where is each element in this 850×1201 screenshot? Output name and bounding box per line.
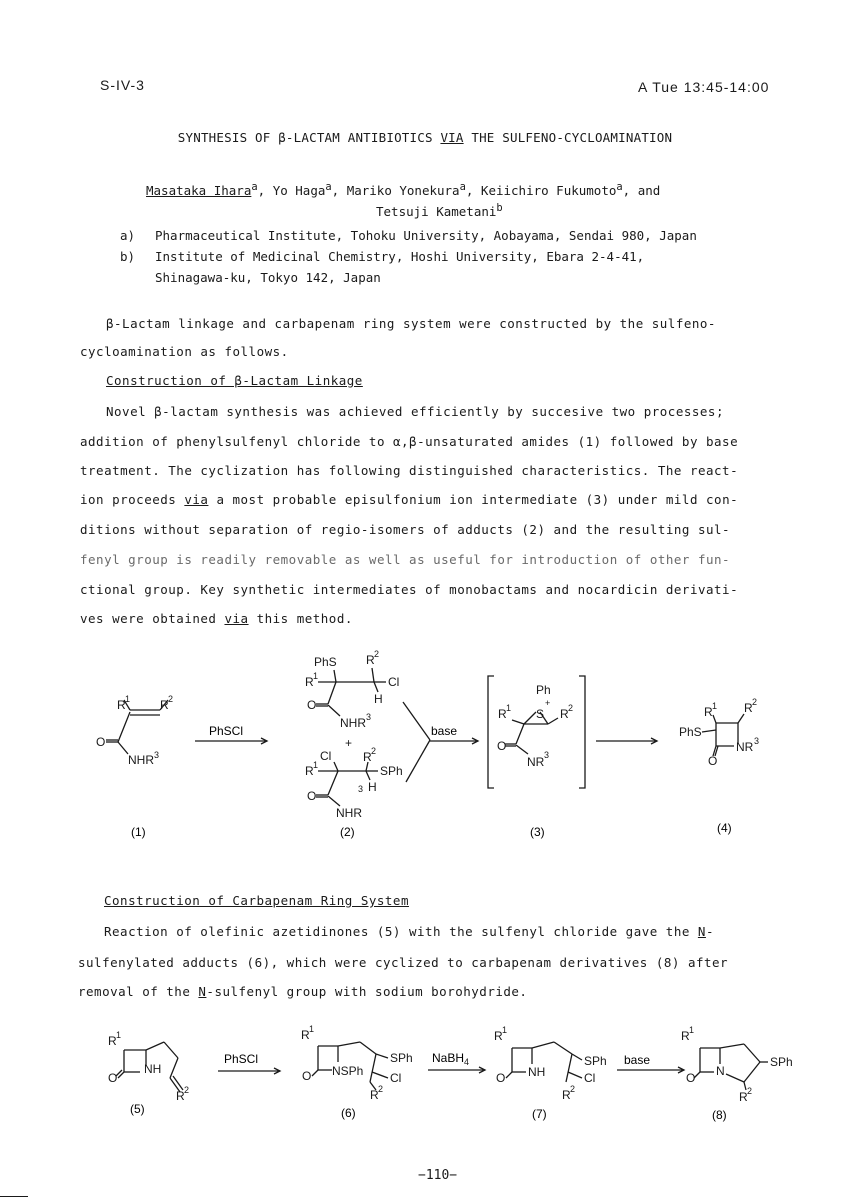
svg-text:1: 1 [313, 671, 319, 681]
svg-text:R: R [305, 675, 314, 689]
reagent-nabh4: NaBH$_4$ [432, 1051, 470, 1067]
svg-text:+: + [345, 736, 353, 750]
svg-text:2: 2 [747, 1086, 753, 1096]
svg-text:NHR: NHR [128, 753, 154, 767]
compound-4-structure [679, 697, 759, 768]
svg-text:1: 1 [502, 1025, 508, 1035]
svg-text:NSPh: NSPh [332, 1064, 364, 1078]
compound-label-5: (5) [130, 1102, 145, 1116]
svg-text:SPh: SPh [770, 1055, 793, 1069]
svg-text:R: R [494, 1029, 503, 1043]
paragraph-line: ctional group. Key synthetic intermediates of monobactams and nocardicin derivati- [80, 582, 739, 597]
svg-text:SPh: SPh [390, 1051, 413, 1065]
compound-7-structure [494, 1025, 607, 1102]
svg-text:R: R [176, 1089, 185, 1103]
intro-line-1: β-Lactam linkage and carbapenam ring system were constructed by the sulfeno- [106, 316, 716, 331]
paragraph-line: ves were obtained via this method. [80, 611, 353, 626]
paper-title: SYNTHESIS OF β-LACTAM ANTIBIOTICS VIA THE SULFENO-CYCLOAMINATION [177, 130, 673, 145]
svg-text:3: 3 [154, 750, 160, 760]
svg-text:O: O [96, 735, 106, 749]
svg-text:R: R [160, 698, 169, 712]
svg-text:O: O [708, 754, 718, 768]
svg-text:2: 2 [568, 703, 574, 713]
affiliation-b-mark: b) [120, 249, 136, 264]
svg-text:R: R [366, 653, 375, 667]
author-line-2: Tetsuji Kametani$^b$ [376, 202, 503, 220]
svg-text:1: 1 [712, 701, 718, 711]
svg-text:2: 2 [378, 1084, 384, 1094]
paragraph-line: Novel β-lactam synthesis was achieved efficiently by succesive two processes; [106, 404, 724, 419]
compound-label-3: (3) [530, 825, 545, 839]
svg-text:R: R [305, 764, 314, 778]
svg-text:O: O [307, 698, 317, 712]
svg-text:H: H [374, 692, 383, 706]
affiliation-b-1: Institute of Medicinal Chemistry, Hoshi University, Ebara 2-4-41, [155, 249, 645, 264]
paragraph-line: fenyl group is readily removable as well as useful for introduction of other fun- [80, 552, 731, 567]
svg-text:Cl: Cl [388, 675, 400, 689]
svg-text:SPh: SPh [380, 764, 403, 778]
paragraph-line: treatment. The cyclization has following distinguished characteristics. The react- [80, 463, 739, 478]
svg-text:2: 2 [570, 1084, 576, 1094]
svg-text:R: R [301, 1028, 310, 1042]
svg-text:1: 1 [506, 703, 512, 713]
svg-text:R: R [744, 701, 753, 715]
svg-text:N: N [716, 1064, 725, 1078]
svg-text:O: O [302, 1069, 312, 1083]
svg-text:3: 3 [366, 712, 372, 722]
reagent-base: base [431, 724, 458, 738]
svg-text:Cl: Cl [584, 1071, 596, 1085]
svg-text:NH: NH [528, 1065, 546, 1079]
svg-text:1: 1 [116, 1030, 122, 1040]
svg-text:NR: NR [736, 740, 754, 754]
svg-text:NHR: NHR [336, 806, 362, 820]
paragraph-line: ion proceeds via a most probable episulfonium ion intermediate (3) under mild con- [80, 492, 739, 507]
svg-text:1: 1 [125, 694, 131, 704]
svg-text:R: R [370, 1088, 379, 1102]
svg-text:1: 1 [689, 1025, 695, 1035]
svg-text:NHR: NHR [340, 716, 366, 730]
compound-2b-structure [305, 746, 403, 820]
compound-label-7: (7) [532, 1107, 547, 1121]
affiliation-b-2: Shinagawa-ku, Tokyo 142, Japan [155, 270, 381, 285]
compound-label-8: (8) [712, 1108, 727, 1122]
compound-5-structure [108, 1030, 189, 1103]
paragraph-line: addition of phenylsulfenyl chloride to α,β-unsaturated amides (1) followed by base [80, 434, 739, 449]
session-code: S-IV-3 [100, 77, 145, 93]
svg-text:PhS: PhS [679, 725, 702, 739]
compound-label-6: (6) [341, 1106, 356, 1120]
edge-mark [0, 1196, 28, 1197]
compound-6-structure [301, 1024, 413, 1102]
reagent-phscl: PhSCl [224, 1052, 259, 1066]
svg-text:O: O [307, 789, 317, 803]
svg-text:R: R [363, 750, 372, 764]
svg-text:NH: NH [144, 1062, 162, 1076]
svg-text:O: O [686, 1071, 696, 1085]
svg-text:2: 2 [752, 697, 758, 707]
svg-text:2: 2 [371, 746, 377, 756]
svg-text:2: 2 [184, 1085, 190, 1095]
svg-text:Cl: Cl [320, 749, 332, 763]
compound-2a-structure [305, 649, 399, 730]
paragraph-line: removal of the N-sulfenyl group with sodium borohydride. [78, 984, 528, 999]
paragraph-line: ditions without separation of regio-isomers of adducts (2) and the resulting sul- [80, 522, 731, 537]
svg-text:1: 1 [309, 1024, 315, 1034]
svg-text:PhS: PhS [314, 655, 337, 669]
compound-3-structure [497, 683, 573, 769]
scheme-carbapenam [0, 1020, 850, 1130]
section-heading-beta-lactam: Construction of β-Lactam Linkage [106, 373, 363, 388]
compound-label-2: (2) [340, 825, 355, 839]
svg-text:2: 2 [374, 649, 380, 659]
label-r: R [117, 698, 126, 712]
svg-text:H: H [368, 780, 377, 794]
session-time: A Tue 13:45-14:00 [638, 79, 770, 95]
svg-text:2: 2 [168, 694, 174, 704]
compound-1-structure [96, 694, 173, 767]
author-line-1: Masataka Ihara$^a$, Yo Haga$^a$, Mariko Yonekura$^a$, Keiichiro Fukumoto$^a$, and [146, 181, 661, 199]
svg-text:+: + [545, 698, 551, 708]
compound-label-4: (4) [717, 821, 732, 835]
section-heading-carbapenam: Construction of Carbapenam Ring System [104, 893, 409, 908]
intro-line-2: cycloamination as follows. [80, 344, 289, 359]
svg-text:3: 3 [754, 736, 760, 746]
svg-text:R: R [498, 707, 507, 721]
svg-text:R: R [739, 1090, 748, 1104]
svg-text:1: 1 [313, 760, 319, 770]
author-presenting: Masataka Ihara [146, 183, 252, 199]
svg-text:S: S [536, 707, 545, 721]
reagent-base: base [624, 1053, 651, 1067]
svg-text:R: R [704, 705, 713, 719]
svg-text:R: R [681, 1029, 690, 1043]
scheme-beta-lactam [0, 640, 850, 850]
affiliation-a-mark: a) [120, 228, 136, 243]
svg-text:O: O [108, 1071, 118, 1085]
svg-text:Cl: Cl [390, 1071, 402, 1085]
paragraph-line: sulfenylated adducts (6), which were cyclized to carbapenam derivatives (8) after [78, 955, 729, 970]
svg-text:O: O [496, 1071, 506, 1085]
compound-label-1: (1) [131, 825, 146, 839]
paragraph-line: Reaction of olefinic azetidinones (5) with the sulfenyl chloride gave the N- [104, 924, 714, 939]
svg-text:3: 3 [358, 784, 364, 794]
svg-text:R: R [108, 1034, 117, 1048]
compound-8-structure [681, 1025, 793, 1104]
svg-text:SPh: SPh [584, 1054, 607, 1068]
svg-text:NR: NR [527, 755, 545, 769]
svg-text:3: 3 [544, 750, 550, 760]
svg-text:R: R [560, 707, 569, 721]
affiliation-a: Pharmaceutical Institute, Tohoku University, Aobayama, Sendai 980, Japan [155, 228, 697, 243]
reagent-phscl: PhSCl [209, 724, 244, 738]
svg-text:O: O [497, 739, 507, 753]
svg-text:R: R [562, 1088, 571, 1102]
svg-text:Ph: Ph [536, 683, 551, 697]
page-number: −110− [418, 1168, 458, 1183]
